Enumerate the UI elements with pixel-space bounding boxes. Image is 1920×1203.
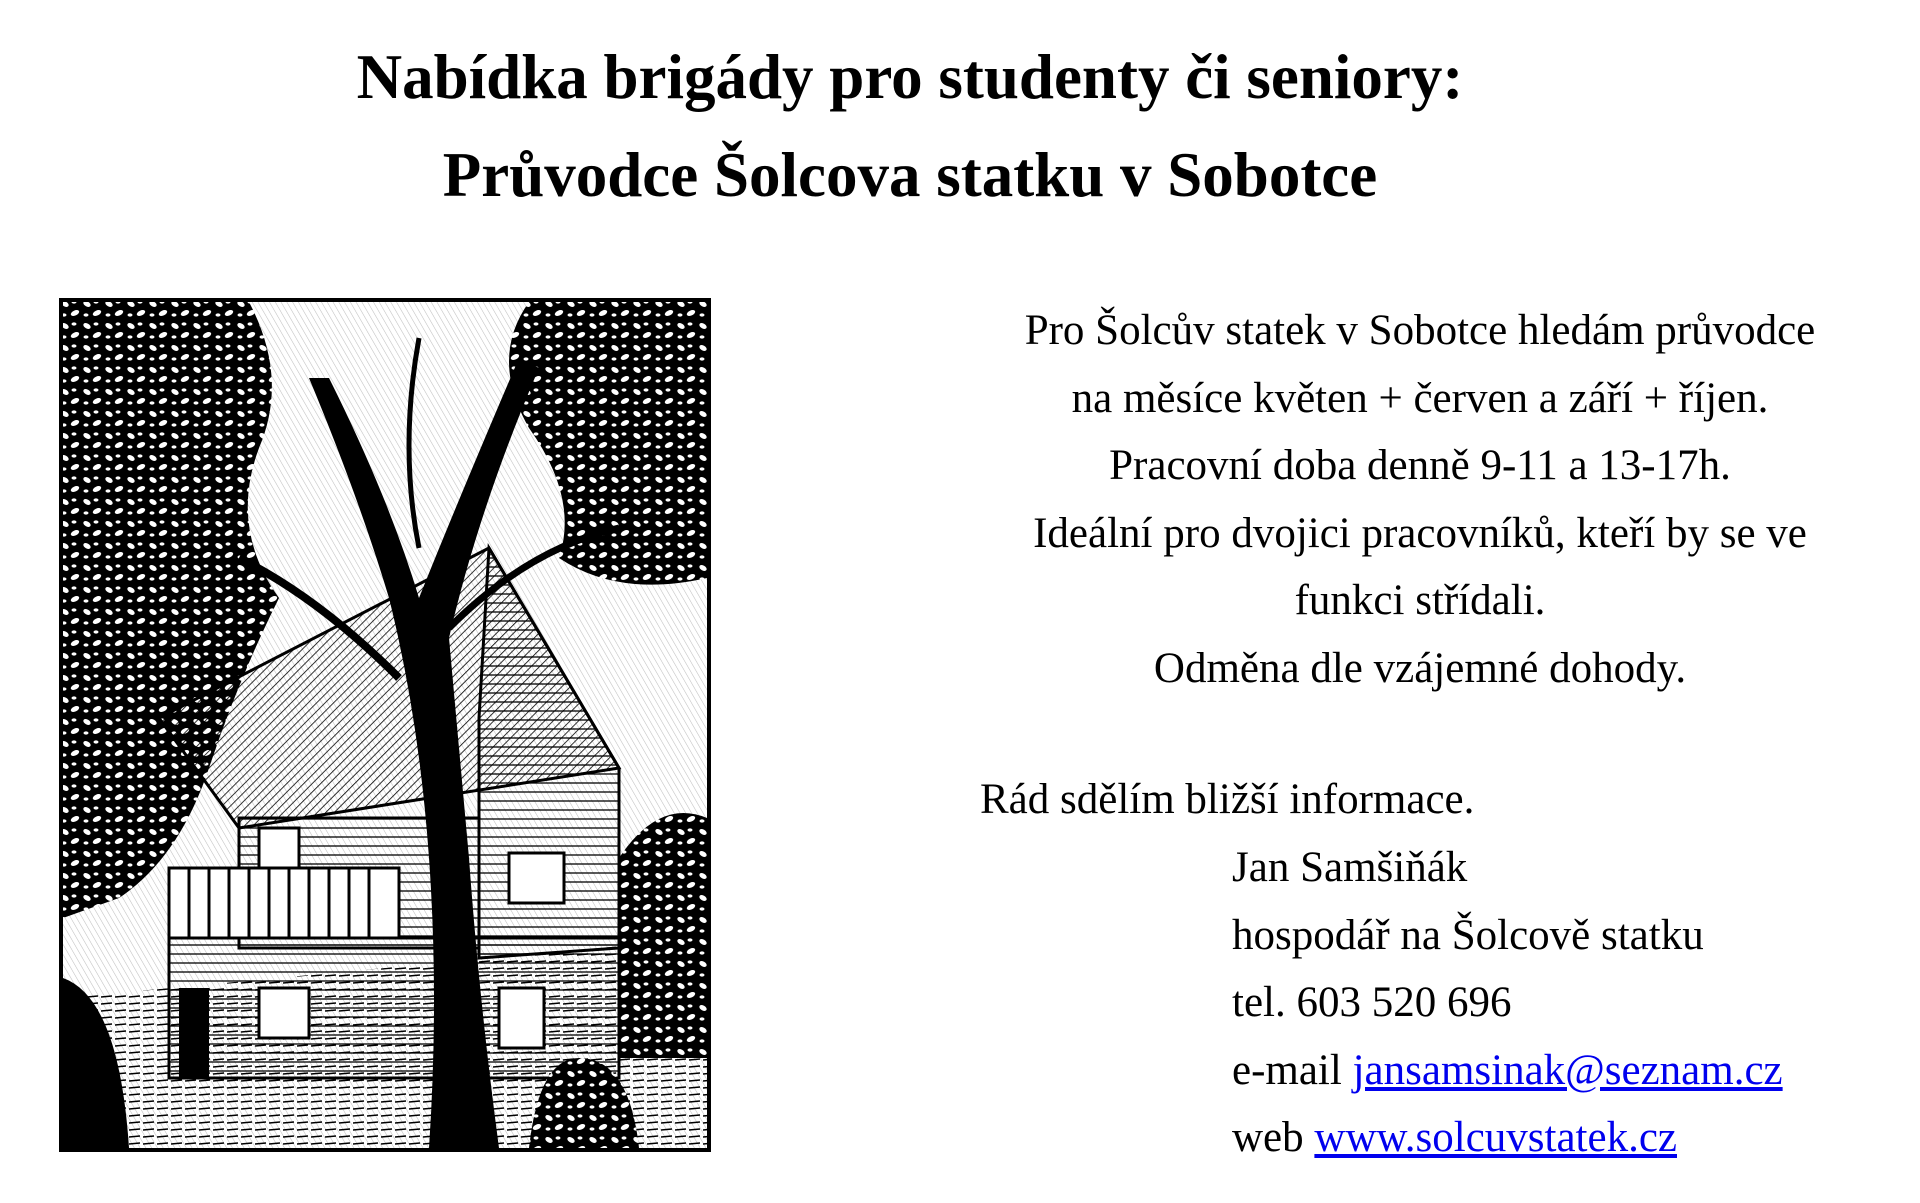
title-line-1: Nabídka brigády pro studenty či seniory:	[356, 42, 1464, 112]
contact-name: Jan Samšiňák	[1232, 844, 1468, 891]
contact-intro: Rád sdělím bližší informace.	[980, 776, 1475, 823]
offer-line: na měsíce květen + červen a září + říjen.	[1071, 374, 1769, 422]
email-label: e-mail	[1232, 1046, 1342, 1094]
offer-line: funkci střídali.	[1294, 577, 1546, 624]
title-line-2: Průvodce Šolcova statku v Sobotce	[442, 140, 1378, 210]
contact-role: hospodář na Šolcově statku	[1232, 911, 1704, 959]
email-link[interactable]: jansamsinak@seznam.cz	[1352, 1046, 1783, 1094]
offer-line: Pracovní doba denně 9-11 a 13-17h.	[1109, 442, 1731, 489]
page-title	[0, 28, 1820, 224]
contact-email-row	[1232, 1037, 1783, 1105]
contact-block	[1232, 834, 1783, 1172]
offer-line: Odměna dle vzájemné dohody.	[1153, 644, 1687, 692]
offer-line: Pro Šolcův statek v Sobotce hledám průvodce	[1024, 307, 1816, 354]
offer-line: Ideální pro dvojici pracovníků, kteří by se ve	[1033, 509, 1807, 557]
farmhouse-illustration	[59, 298, 711, 1152]
web-link[interactable]: www.solcuvstatek.cz	[1314, 1114, 1677, 1161]
contact-phone: tel. 603 520 696	[1232, 979, 1512, 1026]
contact-web-row	[1232, 1104, 1783, 1172]
web-label: web	[1232, 1114, 1304, 1161]
job-offer-text	[940, 297, 1900, 702]
